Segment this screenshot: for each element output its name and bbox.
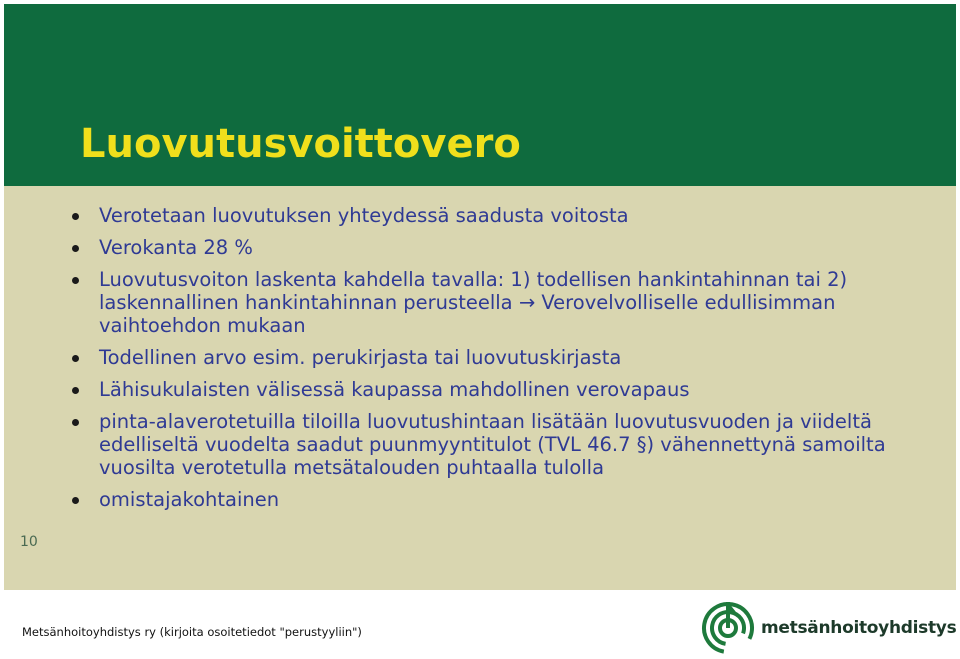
bullet-dot (72, 419, 79, 426)
bullet-list (4, 204, 956, 520)
brand-name: metsänhoitoyhdistys (761, 618, 957, 638)
bullet-dot (72, 245, 79, 252)
bullet-text: Luovutusvoiton laskenta kahdella tavalla: 1) todellisen hankintahinnan tai 2) laskennallinen hankintahinnan perusteella → Verovelvolliselle edullisimman vaihtoehdon mukaan (99, 268, 848, 337)
bullet-text: pinta-alaverotetuilla tiloilla luovutushintaan lisätään luovutusvuoden ja viideltä edelliseltä vuodelta saadut puunmyyntitulot (TVL 46.7 §) vähennettynä samoilta vuosilta verotetulla metsätalouden puhtaalla tulolla (99, 410, 886, 479)
bullet-text: Lähisukulaisten välisessä kaupassa mahdollinen verovapaus (99, 378, 690, 401)
slide (4, 4, 956, 590)
bullet-item (4, 410, 956, 479)
bullet-text: Verotetaan luovutuksen yhteydessä saadusta voitosta (99, 204, 629, 227)
bullet-item (4, 346, 956, 369)
bullet-dot (72, 277, 79, 284)
logo-icon (700, 598, 756, 654)
bullet-item (4, 378, 956, 401)
bullet-text: Todellinen arvo esim. perukirjasta tai luovutuskirjasta (99, 346, 622, 369)
bullet-text: omistajakohtainen (99, 488, 280, 511)
bullet-item (4, 268, 956, 337)
footer-text: Metsänhoitoyhdistys ry (kirjoita osoitetiedot "perustyyliin") (22, 625, 362, 639)
slide-title: Luovutusvoittovero (80, 121, 521, 167)
slide-header (4, 4, 956, 186)
bullet-dot (72, 387, 79, 394)
page-number: 10 (20, 534, 38, 550)
bullet-dot (72, 213, 79, 220)
bullet-item (4, 204, 956, 227)
bullet-dot (72, 355, 79, 362)
bullet-text: Verokanta 28 % (99, 236, 253, 259)
bullet-item (4, 488, 956, 511)
bullet-dot (72, 497, 79, 504)
bullet-item (4, 236, 956, 259)
